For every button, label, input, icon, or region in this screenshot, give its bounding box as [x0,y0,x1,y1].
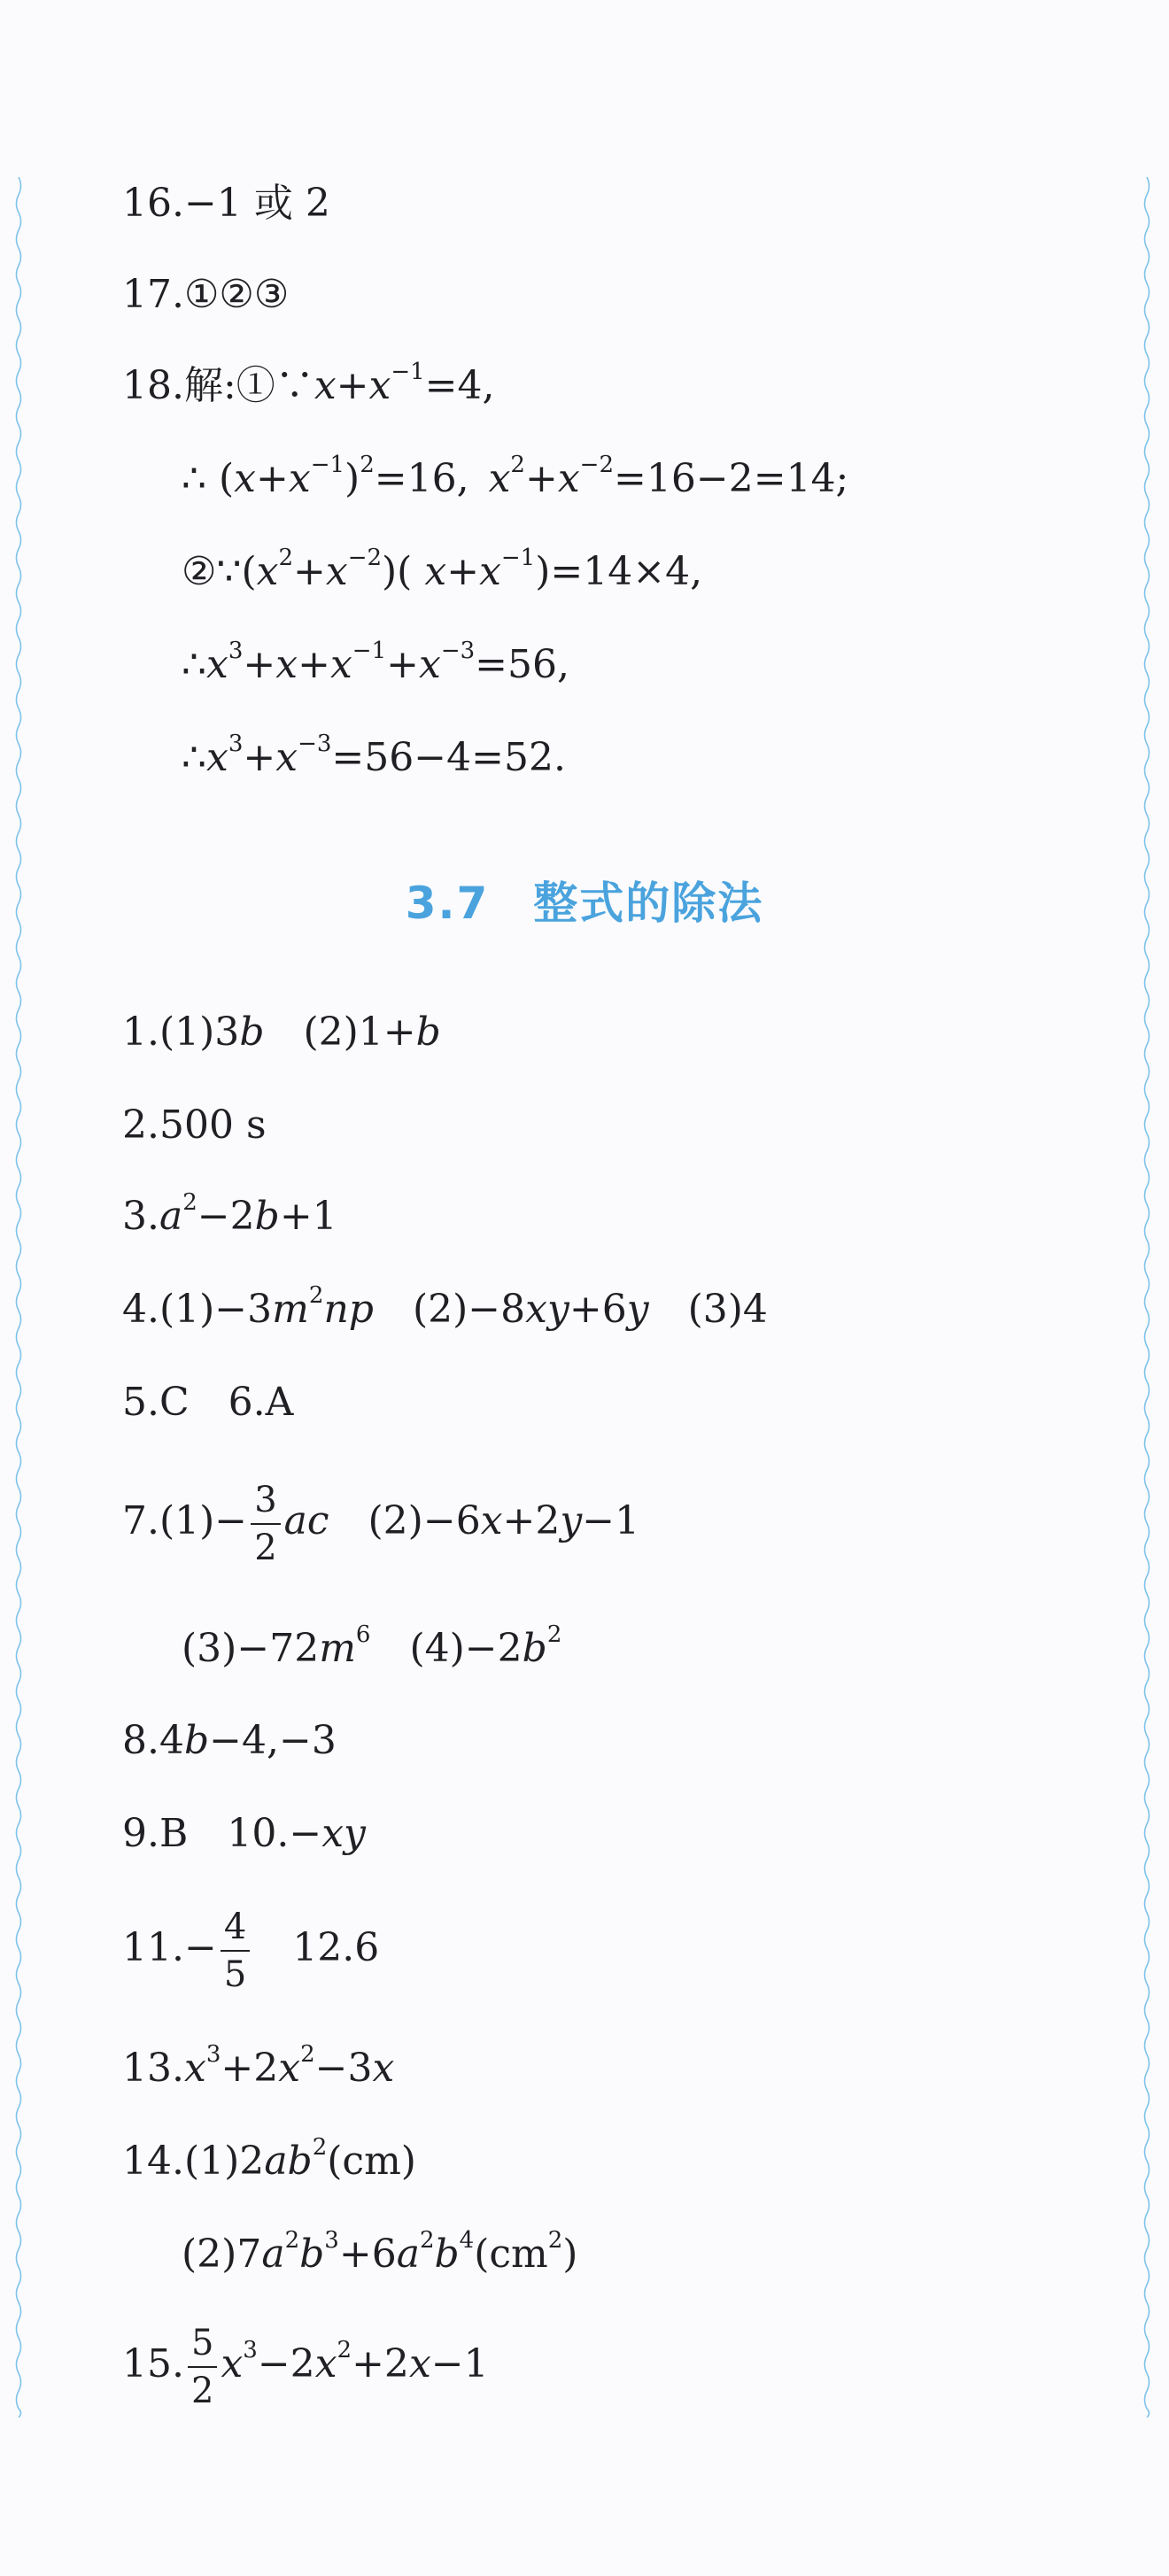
answer-text: −1 或 2 [183,181,330,226]
fraction-numerator: 5 [188,2325,217,2368]
part-2: (2)−8 [412,1287,526,1332]
answer-text: 500 s [159,1102,267,1148]
answer-part: −4,−3 [209,1718,337,1763]
equation-tail: =56, [475,642,569,687]
fraction-numerator: 4 [221,1909,250,1952]
part-1: (1)−3 [159,1287,273,1332]
unit: (cm) [327,2139,416,2184]
equation-part: =16, [374,456,469,501]
equation-tail: )=14×4, [535,549,703,594]
answer-18-line-5: $\therefore x^3+x^{-3}=56-4=52$. [182,731,566,780]
item-number: 7. [122,1498,159,1543]
part-1: (1)3 [159,1010,240,1055]
item-number: 16. [122,181,184,226]
answer-2 [122,1102,267,1149]
item-number: 14. [122,2139,184,2184]
part-3: (3)4 [687,1287,768,1332]
item-number: 8. [122,1718,159,1763]
item-number: 6. [228,1380,266,1425]
left-wavy-border [12,177,25,2417]
item-number: 18. [122,363,184,408]
part-1: (1)2 [183,2139,265,2184]
fraction [188,2322,217,2411]
part-2b: +2 [502,1498,561,1543]
item-number: 2. [122,1102,159,1148]
answer-17 [122,272,289,318]
answer-14-line-1: $14.(1)2ab^2(cm)$ [122,2134,416,2184]
part-2c: −1 [582,1498,640,1543]
answer-text: − [289,1811,322,1856]
therefore-symbol: ∴ [182,642,206,687]
part-1: (1)− [159,1498,248,1543]
item-number: 10. [227,1811,290,1856]
part-2: (2)7 [182,2232,262,2277]
fraction-denominator: 5 [223,1953,247,1995]
item-number: 4. [122,1287,159,1332]
part-2: (2)−6 [368,1498,481,1543]
answer-18-line-2: ∴ $(x+x^{-1})^2=16$, $x^2+x^{-2}=16-2=14$; [182,452,849,501]
answer-part: +1 [279,1194,337,1239]
answer-7-line-1: 7.(1)− $\frac{3}{2}$ ac (2)−6x+2y−1 [122,1479,640,1568]
section-title: 整式的除法 [533,878,764,929]
answer-1: 1.(1)3b (2)1+b [122,1010,441,1055]
answer-9-10: 9.B 10.−xy [122,1811,366,1856]
answer-text: C [159,1380,190,1425]
answer-11-12 [122,1904,380,1995]
item-number: 12. [292,1925,355,1970]
part-4: (4)−2 [409,1626,523,1671]
answer-8: 8.4b−4,−3 [122,1718,337,1763]
fraction-numerator: 3 [251,1482,280,1525]
item-number: 15. [122,2341,184,2386]
fraction [251,1479,280,1568]
part-2: (2)1+ [303,1010,416,1055]
therefore-symbol: ∴ [182,735,206,780]
item-number: 1. [122,1010,159,1055]
answer-16 [122,181,330,227]
solution-intro: 解:①∵ [183,363,314,408]
right-wavy-border [1141,177,1153,2417]
fraction-denominator: 2 [190,2370,214,2411]
answer-text: B [159,1811,189,1856]
item-number: 17. [122,272,184,317]
answer-14-line-2: $(2)7a^2b^3+6a^2b^4(cm^2)$ [182,2227,578,2277]
answer-part: +2 [221,2046,279,2091]
paren: ) [562,2232,578,2277]
answer-7-line-2: $(3)-72m^6$ $(4)-2b^2$ [182,1621,562,1671]
equation-tail: =56−4=52. [331,735,566,780]
answer-text: 6 [354,1925,380,1970]
item-number: 5. [122,1380,159,1425]
answer-18-line-3: $②\because(x^2+x^{-2})$( $x+x^{-1})=14\times 4$, [182,545,703,594]
fraction [221,1906,250,1995]
unit: (cm [474,2232,548,2277]
minus-sign: − [183,1925,217,1970]
part-3: (3)−72 [182,1626,320,1671]
answer-18-line-1: 18.解$:①\because x+x^{-1}=4$, [122,359,495,408]
section-heading [0,868,1169,932]
paren: )( [382,549,413,594]
answer-text: ①②③ [183,272,290,317]
item-number: 13. [122,2046,184,2091]
part-2b: +6 [569,1287,627,1332]
answer-13: $13.x^3+2x^2-3x$ [122,2041,395,2091]
answer-part: −2 [197,1194,255,1239]
answer-3: $3.a^2-2b+1$ [122,1189,337,1239]
because-symbol: ②∵( [182,549,257,594]
answer-5-6 [122,1380,293,1426]
answer-15: 15. $\frac{5}{2}$ $x^3-2x^2+2x-1$ [122,2322,489,2411]
answer-part: −2 [257,2341,315,2386]
answer-part: 4 [159,1718,184,1763]
answer-part: −1 [430,2341,489,2386]
equation-tail: =4, [424,363,495,408]
answer-text: A [265,1380,294,1425]
answer-part: +2 [352,2341,409,2386]
answer-4: $4.(1)-3m^2np$ (2)−8xy+6y (3)4 [122,1282,768,1332]
equation-tail: =16−2=14; [613,456,849,501]
paren: ) [345,456,360,501]
item-number: 3. [122,1194,159,1239]
answer-part: −3 [314,2046,373,2091]
therefore-symbol: ∴ ( [182,456,235,501]
section-number: 3.7 [405,878,490,929]
item-number: 11. [122,1925,184,1970]
item-number: 9. [122,1811,159,1856]
answer-18-line-4: $\therefore x^3+x+x^{-1}+x^{-3}=56$, [182,638,569,687]
fraction-denominator: 2 [254,1527,277,1568]
part-2b: +6 [338,2232,397,2277]
